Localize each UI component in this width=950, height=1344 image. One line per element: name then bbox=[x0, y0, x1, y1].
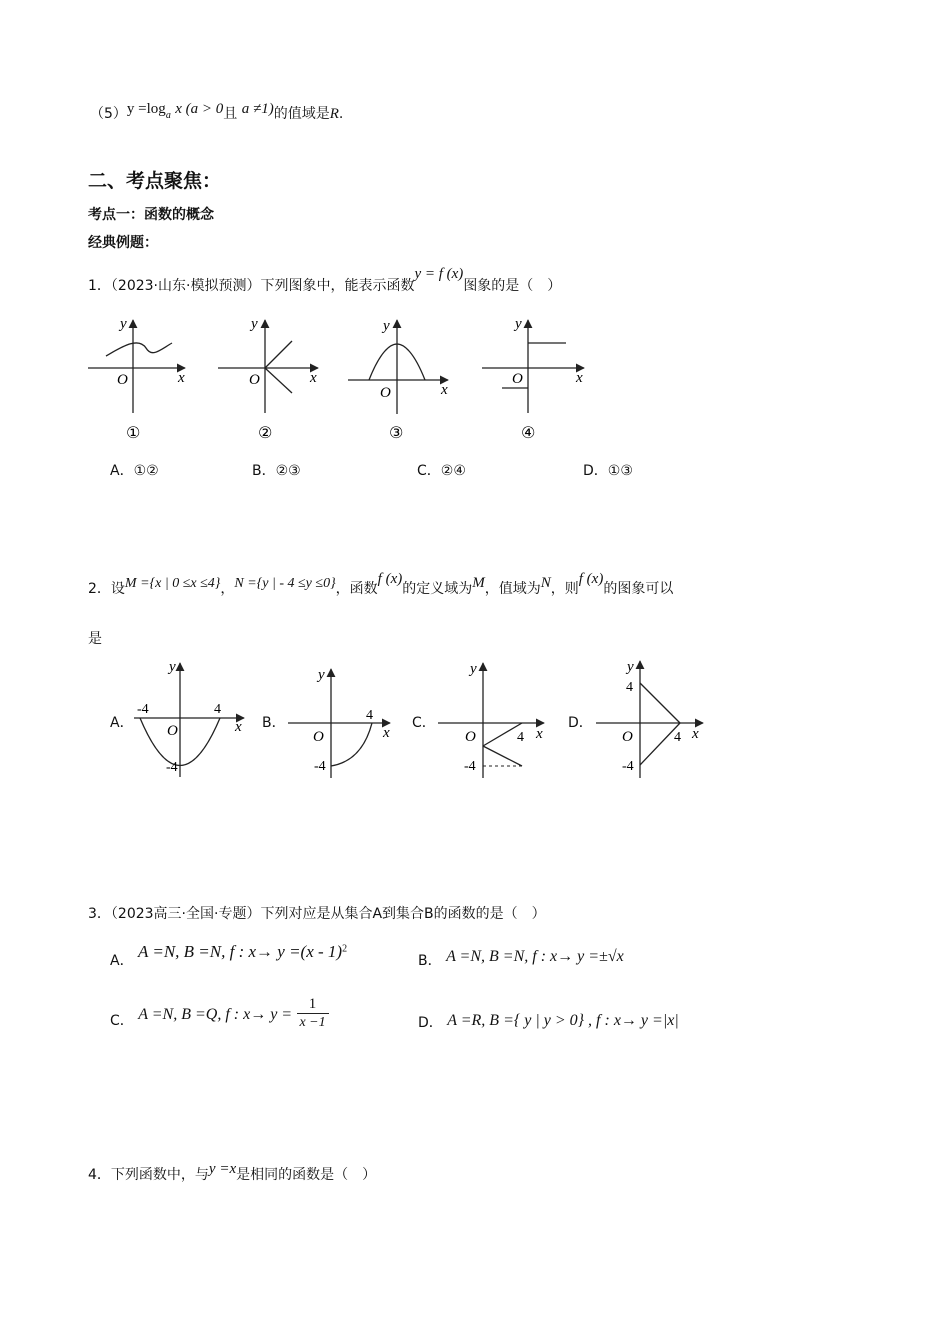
q1-graph-3 bbox=[348, 318, 448, 442]
q1-stem bbox=[88, 266, 562, 295]
q2-stem bbox=[88, 571, 674, 598]
q1-option-a[interactable] bbox=[110, 460, 159, 480]
graph-label: ① bbox=[126, 423, 141, 442]
option-formula: A =N, B =Q, f : x→ y = bbox=[138, 1006, 293, 1023]
q3-stem bbox=[88, 903, 546, 923]
item5-range: R bbox=[329, 106, 339, 122]
point1-title: 考点一：函数的概念 bbox=[88, 207, 214, 223]
item5-formula-c: a ≠1) bbox=[241, 101, 274, 117]
q2-n: N bbox=[540, 575, 551, 591]
q2-fx2: f (x) bbox=[578, 571, 604, 587]
q1-formula: y = f (x) bbox=[414, 266, 464, 282]
option-text: ②③ bbox=[275, 463, 301, 479]
origin-label: O bbox=[313, 729, 324, 745]
item5-formula-a: y =log bbox=[126, 101, 166, 117]
q2-graph-b bbox=[288, 667, 390, 778]
y-label: y bbox=[169, 659, 176, 675]
q2-text-e: ，则 bbox=[550, 581, 579, 597]
q2-option-d[interactable]: D． bbox=[568, 715, 593, 731]
examples-title: 经典例题： bbox=[88, 235, 158, 251]
q2-stem-cont: 是 bbox=[88, 631, 102, 647]
q3-option-d[interactable] bbox=[418, 1010, 679, 1030]
x-label: x bbox=[692, 726, 699, 742]
q2-text-b: ，函数 bbox=[335, 581, 378, 597]
tick-neg4-y: -4 bbox=[314, 759, 326, 774]
q2-m: M bbox=[472, 575, 485, 591]
option-text: ②④ bbox=[440, 463, 466, 479]
x-label: x bbox=[310, 370, 317, 386]
item5-prefix: （5） bbox=[90, 106, 127, 122]
q2-comma: ， bbox=[220, 581, 235, 597]
q1-graph-2 bbox=[218, 316, 318, 442]
q2-graph-d bbox=[596, 659, 703, 778]
origin-label: O bbox=[380, 385, 391, 401]
origin-label: O bbox=[117, 372, 128, 388]
x-label: x bbox=[235, 719, 242, 735]
q2-option-c[interactable]: C． bbox=[412, 715, 436, 731]
q2-graph-a bbox=[134, 659, 244, 777]
x-label: x bbox=[383, 725, 390, 741]
segment-2 bbox=[483, 746, 522, 766]
q3-option-b[interactable] bbox=[418, 946, 624, 969]
option-letter: A． bbox=[110, 463, 134, 479]
q1-source: （2023·山东·模拟预测） bbox=[110, 278, 261, 294]
q2-option-b[interactable]: B． bbox=[262, 715, 286, 731]
tick-pos4: 4 bbox=[674, 730, 681, 745]
y-label: y bbox=[627, 659, 634, 675]
q1-graph-1 bbox=[88, 316, 185, 442]
tick-pos4: 4 bbox=[517, 730, 524, 745]
q2-option-a[interactable]: A． bbox=[110, 715, 134, 731]
q3-text: 下列对应是从集合A到集合B的函数的是（ ） bbox=[260, 906, 546, 922]
y-label: y bbox=[120, 316, 127, 332]
q2-text-f: 的图象可以 bbox=[603, 581, 674, 597]
ray-up bbox=[265, 341, 292, 368]
q2-number: 2． bbox=[88, 581, 111, 597]
graph-label: ③ bbox=[389, 423, 404, 442]
q1-number: 1． bbox=[88, 278, 111, 294]
q3-option-c[interactable] bbox=[110, 996, 329, 1031]
q4-stem bbox=[88, 1161, 377, 1184]
y-label: y bbox=[383, 318, 390, 334]
option-letter: D． bbox=[583, 463, 608, 479]
q1-option-d[interactable] bbox=[583, 460, 633, 480]
q4-text-b: 是相同的函数是（ ） bbox=[236, 1167, 377, 1183]
x-label: x bbox=[178, 370, 185, 386]
option-letter: C． bbox=[110, 1013, 134, 1029]
x-label: x bbox=[536, 726, 543, 742]
ray-down bbox=[265, 368, 292, 393]
q4-formula: y =x bbox=[208, 1161, 237, 1177]
tick-neg4-y: -4 bbox=[622, 759, 634, 774]
q2-set-m: M ={x | 0 ≤x ≤4} bbox=[124, 576, 221, 591]
item5-formula-b: x (a > 0 bbox=[175, 101, 224, 117]
y-label: y bbox=[251, 316, 258, 332]
x-label: x bbox=[441, 382, 448, 398]
q1-option-c[interactable] bbox=[417, 460, 466, 480]
item5-sub-a: a bbox=[165, 110, 171, 121]
q2-graph-c bbox=[438, 661, 544, 778]
origin-label: O bbox=[622, 729, 633, 745]
option-letter: A． bbox=[110, 953, 134, 969]
q4-number: 4． bbox=[88, 1167, 111, 1183]
origin-label: O bbox=[167, 723, 178, 739]
q1-text-b: 图象的是（ ） bbox=[463, 278, 562, 294]
q1-graphs bbox=[0, 310, 950, 480]
option-formula: A =R, B ={ y | y > 0} , f : x→ y =|x| bbox=[447, 1012, 679, 1029]
graph-label: ④ bbox=[521, 423, 536, 442]
origin-label: O bbox=[465, 729, 476, 745]
tick-neg4: -4 bbox=[137, 702, 149, 717]
q1-text-a: 下列图象中，能表示函数 bbox=[260, 278, 415, 294]
item5-end: . bbox=[338, 106, 344, 122]
option-letter: B． bbox=[418, 953, 442, 969]
q2-text-c: 的定义域为 bbox=[402, 581, 473, 597]
y-label: y bbox=[515, 316, 522, 332]
q3-option-a[interactable] bbox=[110, 942, 348, 969]
graph-label: ② bbox=[258, 423, 273, 442]
q3-source: （2023高三·全国·专题） bbox=[110, 906, 261, 922]
curve bbox=[106, 343, 172, 356]
tick-pos4-y: 4 bbox=[626, 680, 633, 695]
y-label: y bbox=[318, 667, 325, 683]
q2-graphs bbox=[0, 655, 950, 785]
origin-label: O bbox=[249, 372, 260, 388]
option-letter: C． bbox=[417, 463, 441, 479]
q4-text-a: 下列函数中，与 bbox=[110, 1167, 209, 1183]
segment-1 bbox=[640, 683, 680, 723]
option-fraction bbox=[297, 996, 329, 1031]
option-letter: B． bbox=[252, 463, 276, 479]
option-text: ①③ bbox=[607, 463, 633, 479]
item5-and: 且 bbox=[223, 106, 238, 122]
q2-text-d: ，值域为 bbox=[484, 581, 541, 597]
option-formula: A =N, B =N, f : x→ y =±√x bbox=[446, 948, 624, 965]
option-text: ①② bbox=[133, 463, 159, 479]
q1-option-b[interactable] bbox=[252, 460, 301, 480]
item5-suffix: 的值域是 bbox=[273, 106, 330, 122]
q2-text-a: 设 bbox=[110, 581, 125, 597]
section2-title: 二、考点聚焦： bbox=[88, 170, 222, 192]
x-label: x bbox=[576, 370, 583, 386]
q1-graph-4 bbox=[482, 316, 584, 442]
option-formula: A =N, B =N, f : x→ y =(x - 1) bbox=[138, 942, 343, 961]
curve bbox=[331, 723, 372, 766]
item5-line bbox=[90, 103, 343, 123]
q2-fx1: f (x) bbox=[377, 571, 403, 587]
tick-pos4: 4 bbox=[214, 702, 221, 717]
q3-number: 3． bbox=[88, 906, 111, 922]
y-label: y bbox=[470, 661, 477, 677]
fraction-denominator: x −1 bbox=[299, 1015, 326, 1030]
tick-neg4-y: -4 bbox=[166, 760, 178, 775]
option-sup: 2 bbox=[342, 943, 348, 955]
option-letter: D． bbox=[418, 1015, 443, 1031]
origin-label: O bbox=[512, 371, 523, 387]
fraction-numerator: 1 bbox=[308, 996, 317, 1012]
tick-neg4-y: -4 bbox=[464, 759, 476, 774]
q2-set-n: N ={y | - 4 ≤y ≤0} bbox=[234, 576, 336, 591]
tick-pos4: 4 bbox=[366, 708, 373, 723]
